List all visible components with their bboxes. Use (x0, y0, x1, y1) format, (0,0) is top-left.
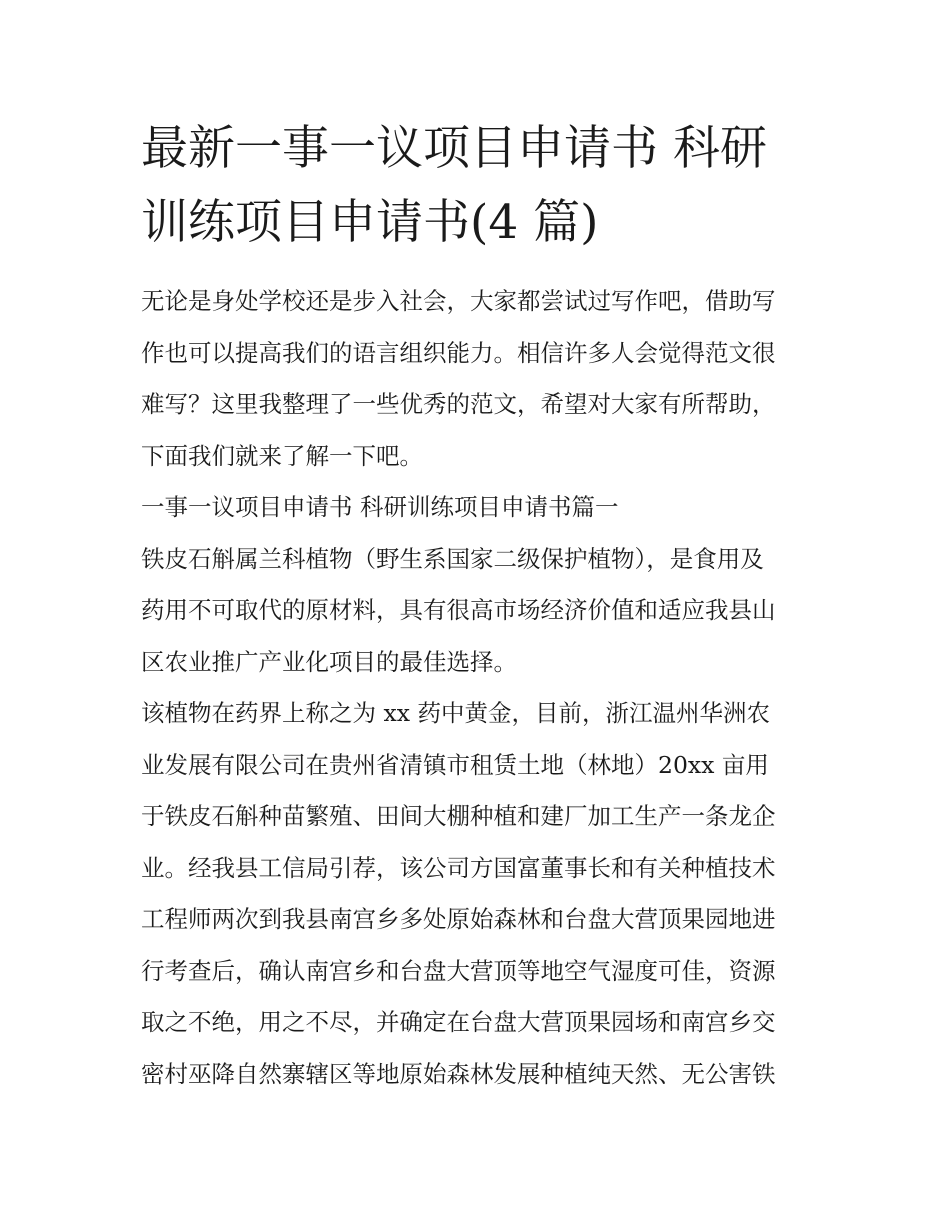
intro-paragraph (141, 276, 821, 482)
text-line: 工程师两次到我县南宫乡多处原始森林和台盘大营顶果园地进 (141, 905, 776, 933)
text-line: 密村巫降自然寨辖区等地原始森林发展种植纯天然、无公害铁 (141, 1059, 776, 1088)
text-line: 行考查后，确认南宫乡和台盘大营顶等地空气湿度可佳，资源 (141, 956, 776, 985)
text-line: 作也可以提高我们的语言组织能力。相信许多人会觉得范文很 (141, 338, 776, 367)
title-line-1: 最新一事一议项目申请书 科研 (141, 121, 767, 176)
text-line: 一事一议项目申请书 科研训练项目申请书篇一 (141, 493, 619, 521)
text-line: 该植物在药界上称之为 xx 药中黄金，目前，浙江温州华洲农 (141, 699, 770, 727)
title-line-2: 训练项目申请书(4 篇) (141, 195, 599, 250)
section-heading (141, 482, 821, 534)
document-body (141, 276, 821, 1100)
text-line: 于铁皮石斛种苗繁殖、田间大棚种植和建厂加工生产一条龙企 (141, 802, 776, 830)
text-line: 药用不可取代的原材料，具有很高市场经济价值和适应我县山 (141, 596, 776, 624)
document-title (141, 112, 821, 260)
text-line: 铁皮石斛属兰科植物（野生系国家二级保护植物），是食用及 (141, 544, 764, 573)
body-paragraph (141, 688, 821, 1100)
text-line: 取之不绝，用之不尽，并确定在台盘大营顶果园场和南宫乡交 (141, 1008, 776, 1036)
text-line: 区农业推广产业化项目的最佳选择。 (141, 647, 517, 676)
body-paragraph (141, 534, 821, 689)
text-line: 业发展有限公司在贵州省清镇市租赁土地（林地）20xx 亩用 (141, 750, 769, 779)
text-line: 无论是身处学校还是步入社会，大家都尝试过写作吧，借助写 (141, 287, 776, 315)
text-line: 业。经我县工信局引荐，该公司方国富董事长和有关种植技术 (141, 853, 776, 882)
text-line: 难写？这里我整理了一些优秀的范文，希望对大家有所帮助， (141, 390, 776, 418)
text-line: 下面我们就来了解一下吧。 (141, 441, 423, 470)
